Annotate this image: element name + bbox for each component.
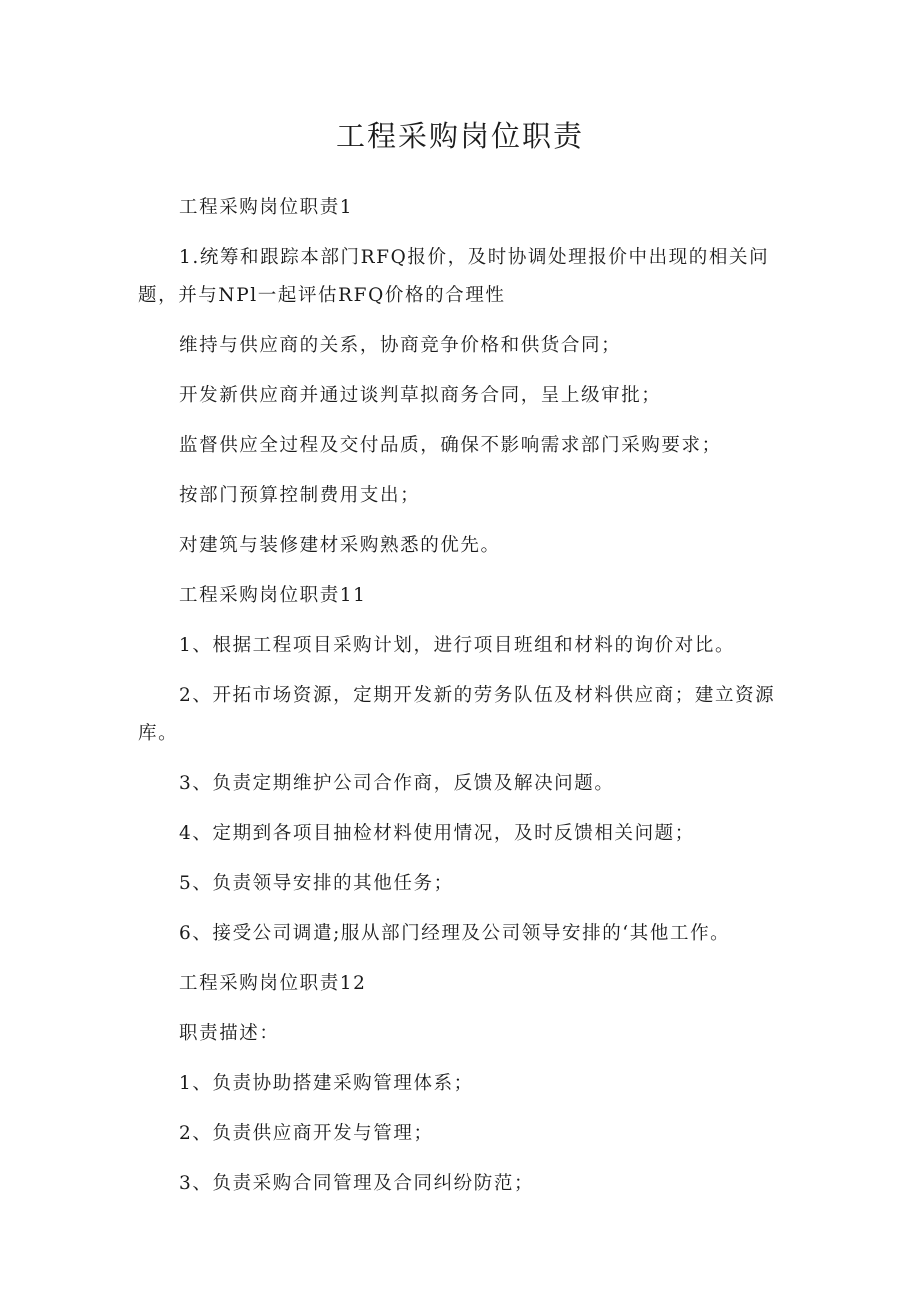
paragraph-line: 维持与供应商的关系，协商竞争价格和供货合同； [179, 335, 622, 356]
list-item-continuation: 库。 [138, 723, 179, 744]
list-item: 1、根据工程项目采购计划，进行项目班组和材料的询价对比。 [179, 635, 736, 656]
list-item: 5、负责领导安排的其他任务； [179, 873, 454, 894]
paragraph-line: 监督供应全过程及交付品质，确保不影响需求部门采购要求； [179, 435, 722, 456]
paragraph-line: 开发新供应商并通过谈判草拟商务合同，呈上级审批； [179, 385, 662, 406]
list-item: 3、负责定期维护公司合作商，反馈及解决问题。 [179, 773, 615, 794]
section-heading-1: 工程采购岗位职责1 [179, 197, 354, 218]
list-item: 6、接受公司调遣;服从部门经理及公司领导安排的‘其他工作。 [179, 923, 731, 944]
list-item: 2、开拓市场资源，定期开发新的劳务队伍及材料供应商；建立资源 [179, 685, 776, 706]
list-item: 4、定期到各项目抽检材料使用情况，及时反馈相关问题； [179, 823, 695, 844]
section-heading-12: 工程采购岗位职责12 [179, 973, 367, 994]
paragraph-line-continuation: 题，并与NPl一起评估RFQ价格的合理性 [138, 285, 506, 306]
document-title: 工程采购岗位职责 [335, 119, 584, 153]
list-item: 2、负责供应商开发与管理； [179, 1123, 434, 1144]
section-heading-11: 工程采购岗位职责11 [179, 585, 367, 606]
paragraph-line: 1.统筹和跟踪本部门RFQ报价，及时协调处理报价中出现的相关问 [179, 247, 770, 268]
paragraph-line: 按部门预算控制费用支出； [179, 485, 421, 506]
list-item: 1、负责协助搭建采购管理体系； [179, 1073, 474, 1094]
paragraph-line: 对建筑与装修建材采购熟悉的优先。 [179, 535, 501, 556]
list-item: 3、负责采购合同管理及合同纠纷防范； [179, 1173, 535, 1194]
subheading: 职责描述： [179, 1023, 280, 1044]
